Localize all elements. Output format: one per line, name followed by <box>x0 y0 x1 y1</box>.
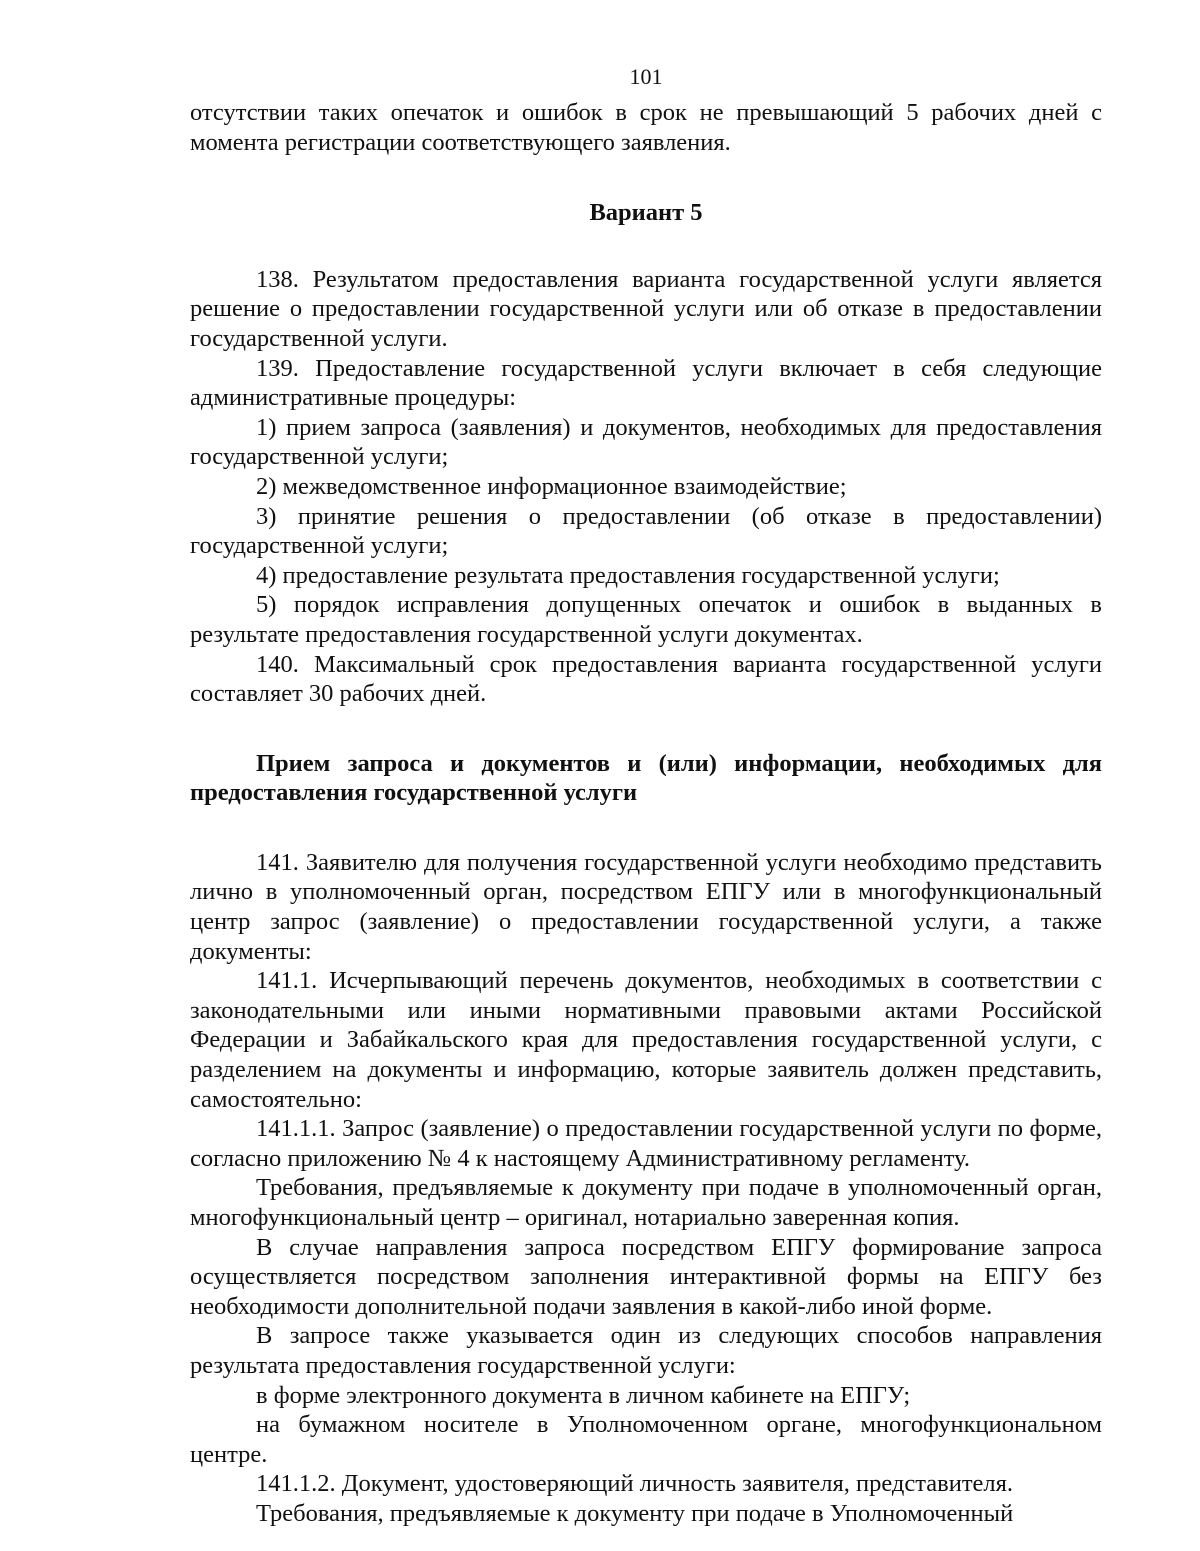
paragraph-139: 139. Предоставление государственной услуги включает в себя следующие административные процедуры: <box>190 354 1102 412</box>
epgu-request-paragraph: В случае направления запроса посредством ЕПГУ формирование запроса осуществляется посредством заполнения интерактивной формы на ЕПГУ без необходимости дополнительной подачи заявления в какой-либо иной форме. <box>190 1233 1102 1320</box>
procedure-item-5: 5) порядок исправления допущенных опечаток и ошибок в выданных в результате предоставления государственной услуги документах. <box>190 591 1102 648</box>
paragraph-141-1-1: 141.1.1. Запрос (заявление) о предоставлении государственной услуги по форме, согласно приложению № 4 к настоящему Административному регламенту. <box>190 1115 1102 1172</box>
procedure-item-2: 2) межведомственное информационное взаимодействие; <box>256 472 847 500</box>
variant-heading: Вариант 5 <box>589 199 703 227</box>
section-heading: Прием запроса и документов и (или) информации, необходимых для предоставления государственной услуги <box>190 749 1102 807</box>
paragraph-141-1: 141.1. Исчерпывающий перечень документов, необходимых в соответствии с законодательными или иными нормативными правовыми актами Российской Федерации и Забайкальского края для предоставления государственной услуги, с разделением на документы и информацию, которые заявитель должен представить, самостоятельно: <box>190 967 1102 1113</box>
document-page <box>190 62 1102 1529</box>
paragraph-141: 141. Заявителю для получения государственной услуги необходимо представить лично в уполномоченный орган, посредством ЕПГУ или в многофункциональный центр запрос (заявление) о предоставлении государственной услуги, а также документы: <box>190 848 1102 965</box>
requirements-paragraph-continued: Требования, предъявляемые к документу при подаче в Уполномоченный <box>256 1499 1014 1527</box>
result-method-electronic: в форме электронного документа в личном кабинете на ЕПГУ; <box>256 1381 911 1409</box>
intro-paragraph: отсутствии таких опечаток и ошибок в срок не превышающий 5 рабочих дней с момента регистрации соответствующего заявления. <box>190 99 1102 156</box>
result-method-paper: на бумажном носителе в Уполномоченном органе, многофункциональном центре. <box>190 1411 1102 1468</box>
result-methods-paragraph: В запросе также указывается один из следующих способов направления результата предоставления государственной услуги: <box>190 1322 1102 1379</box>
procedure-item-4: 4) предоставление результата предоставления государственной услуги; <box>256 561 1000 589</box>
paragraph-140: 140. Максимальный срок предоставления варианта государственной услуги составляет 30 рабочих дней. <box>190 650 1102 708</box>
procedure-item-1: 1) прием запроса (заявления) и документов, необходимых для предоставления государственной услуги; <box>190 413 1102 471</box>
paragraph-138: 138. Результатом предоставления варианта государственной услуги является решение о предоставлении государственной услуги или об отказе в предоставлении государственной услуги. <box>190 265 1102 352</box>
procedure-item-3: 3) принятие решения о предоставлении (об отказе в предоставлении) государственной услуги; <box>190 502 1102 560</box>
paragraph-141-1-2: 141.1.2. Документ, удостоверяющий личность заявителя, представителя. <box>256 1470 1014 1498</box>
requirements-paragraph: Требования, предъявляемые к документу при подаче в уполномоченный орган, многофункциональный центр – оригинал, нотариально заверенная копия. <box>190 1174 1102 1231</box>
page-number: 101 <box>629 64 663 89</box>
